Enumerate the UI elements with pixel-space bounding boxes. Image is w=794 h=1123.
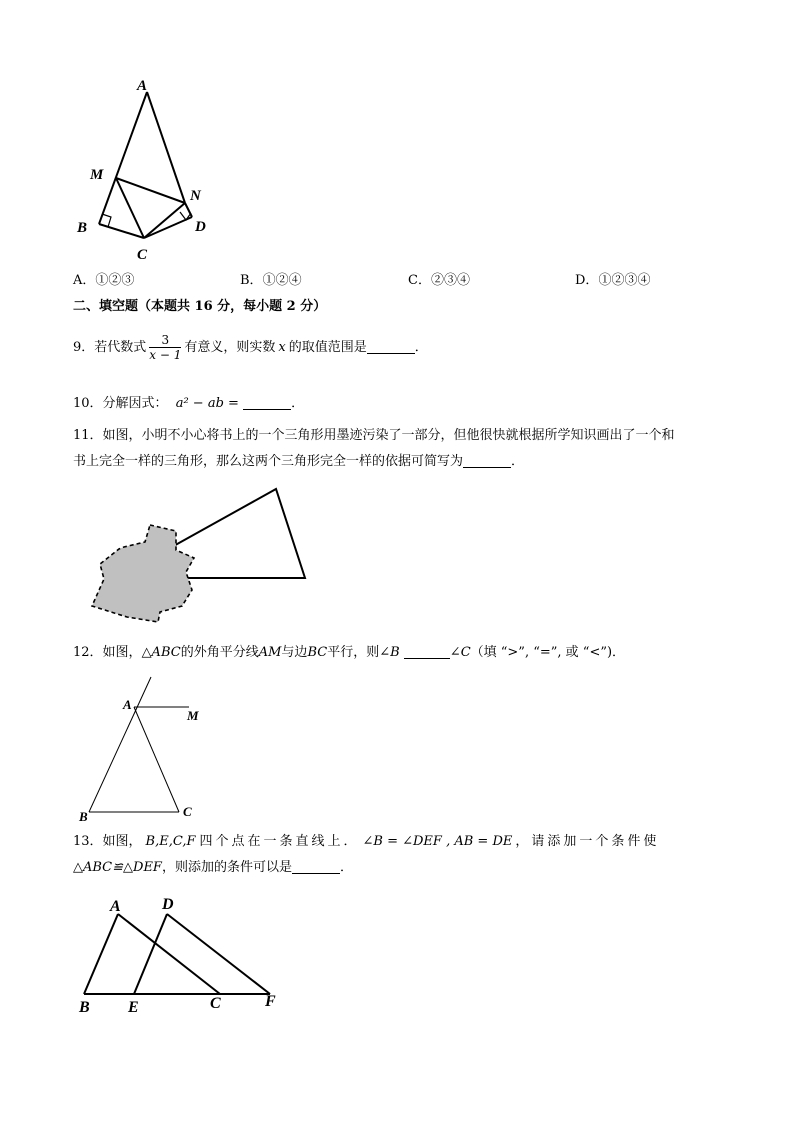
option-b [240,274,302,287]
label-A: A [137,78,148,94]
label-A: A [123,697,132,712]
label-D: D [162,896,174,913]
figure-q11-ink-triangle [0,480,794,630]
fraction [149,333,181,362]
triangle-abc: △ABC [141,645,181,660]
label-B: B [77,220,88,236]
q13-condition: ∠B = ∠DEF , AB = DE [362,834,513,849]
label-N: N [190,188,201,204]
q13-text-d: ，则添加的条件可以是 [161,860,292,875]
option-letter: A． [73,273,96,288]
label-F: F [265,993,276,1010]
q10-end: ． [291,396,305,411]
figure-q8-quadrilateral [0,0,794,270]
q9-end: ． [414,339,428,355]
option-a [73,274,134,287]
answer-blank[interactable] [404,646,450,659]
q10-expression: a² − ab = [175,396,239,411]
q9-text-mid: 有意义，则实数 [184,339,276,355]
segment-bc: BC [307,645,328,660]
question-number: 12． [73,645,103,660]
q9-variable: x [278,339,286,355]
q12-text-mid2: 与边 [281,645,308,660]
q13-text-b: 四个点在一条直线上． [199,834,360,849]
label-B: B [79,999,90,1016]
label-A: A [110,898,121,915]
question-number: 9． [73,339,95,355]
question-10 [73,397,304,410]
angle-c: ∠C [449,645,471,660]
answer-blank[interactable] [367,341,415,354]
label-C: C [210,995,221,1012]
q13-congruence: △ABC≌△DEF [73,860,162,875]
q12-text-mid3: 平行，则 [327,645,380,660]
question-number: 10． [73,396,103,411]
figure-q13-triangles [0,890,794,1020]
label-D: D [195,219,206,235]
option-d [575,274,650,287]
option-text: ①②③④ [598,273,651,288]
label-E: E [128,999,139,1016]
question-12 [73,646,625,659]
label-M: M [187,708,199,723]
q11-end: ． [511,454,525,469]
label-C: C [183,804,192,819]
option-text: ②③④ [430,273,470,288]
option-text: ①②③ [95,273,135,288]
option-letter: C． [408,273,431,288]
question-13-line-2 [73,861,353,874]
numerator: 3 [149,333,181,348]
answer-blank[interactable] [243,397,291,410]
q13-text-c: ，请添加一个条件使 [515,834,660,849]
label-B: B [79,809,88,824]
q11-text: 书上完全一样的三角形，那么这两个三角形完全一样的依据可简写为 [73,454,464,469]
q13-points: B,E,C,F [145,834,196,849]
q12-text-pre: 如图， [102,645,142,660]
option-letter: B． [240,273,263,288]
denominator: x − 1 [149,347,182,362]
q10-text-pre: 分解因式： [102,396,168,411]
q12-text-post: （填 “>”, “=”, 或 “<”)． [470,645,626,660]
option-letter: D． [575,273,599,288]
label-M: M [90,167,104,183]
section-heading: 二、填空题（本题共 16 分，每小题 2 分） [73,299,327,314]
question-13-line-1 [73,835,659,848]
question-9 [73,332,428,362]
q9-text-pre: 若代数式 [94,339,147,355]
answer-blank[interactable] [292,861,340,874]
question-11-line-1: 11．如图，小明不小心将书上的一个三角形用墨迹污染了一部分，但他很快就根据所学知识画出了一个和 [73,428,675,443]
answer-blank[interactable] [463,455,511,468]
option-text: ①②④ [262,273,302,288]
angle-b: ∠B [379,645,400,660]
segment-am: AM [258,645,282,660]
q9-text-post: 的取值范围是 [288,339,367,355]
figure-q12-triangle [0,670,794,830]
q13-end: ． [339,860,353,875]
q13-text-a: 13．如图， [73,834,142,849]
q12-text-mid1: 的外角平分线 [180,645,259,660]
option-c [408,274,470,287]
label-C: C [137,247,148,263]
question-11-line-2 [73,455,524,468]
